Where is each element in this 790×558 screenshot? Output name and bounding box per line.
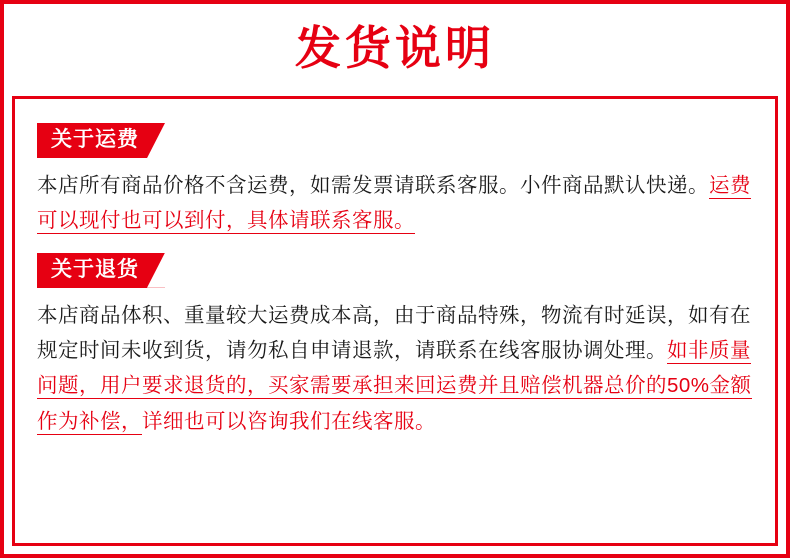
text-run-highlight: 如非质量问题，用户要求退货的，买家需要承担来回运费并且赔偿机器总价的50%金额作为补偿， <box>37 339 752 433</box>
text-run-plain: 本店商品体积、重量较大运费成本高，由于商品特殊，物流有时延误，如有在规定时间未收到货，请勿私自申请退款，请联系在线客服协调处理。 <box>37 303 751 363</box>
text-run-highlight-plain: 详细也可以咨询我们在线客服。 <box>142 409 436 433</box>
page-title: 发货说明 <box>295 22 495 74</box>
text-run-highlight: 运费可以现付也可以到付，具体请联系客服。 <box>37 174 751 233</box>
section-tag-returns: 关于退货 <box>37 253 165 288</box>
section-shipping-fee <box>37 123 753 239</box>
section-returns <box>37 253 753 439</box>
section-paragraph-returns <box>37 298 753 439</box>
document-body <box>12 96 778 546</box>
document-title-bar <box>4 4 786 92</box>
section-tag-shipping-fee: 关于运费 <box>37 123 165 158</box>
section-paragraph-shipping-fee <box>37 168 753 239</box>
text-run-plain: 本店所有商品价格不含运费，如需发票请联系客服。小件商品默认快递。 <box>37 174 709 198</box>
